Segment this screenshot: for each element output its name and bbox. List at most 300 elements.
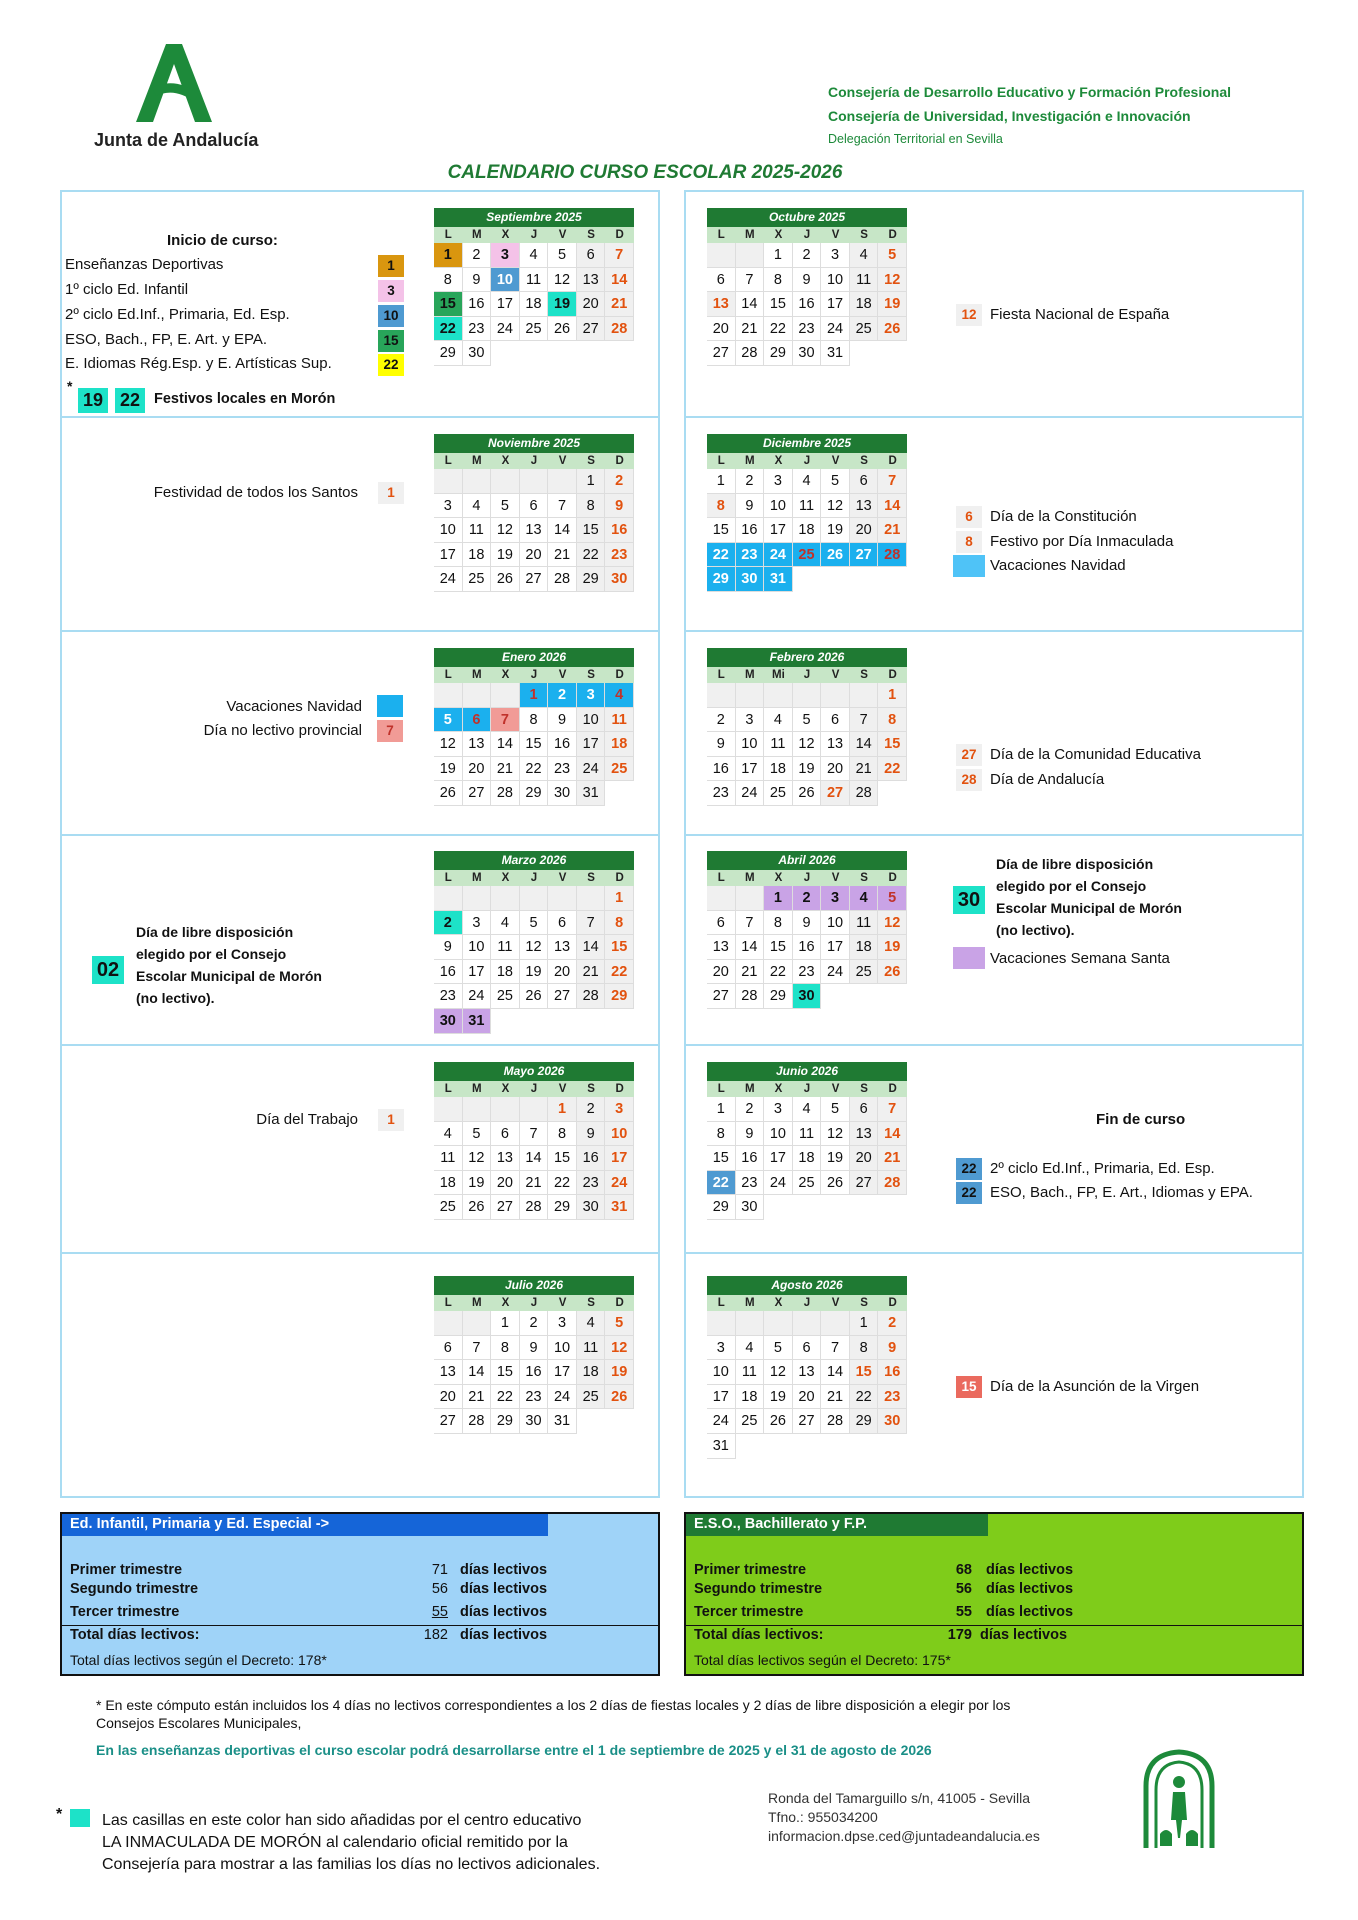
feb-note-label-1: Día de la Comunidad Educativa bbox=[990, 746, 1201, 763]
day-cell: 14 bbox=[548, 518, 577, 543]
day-cell: 23 bbox=[520, 1385, 549, 1410]
day-cell: 12 bbox=[821, 1122, 850, 1147]
calendar-abr bbox=[707, 851, 907, 1009]
day-cell: 31 bbox=[463, 1009, 492, 1034]
day-cell: 27 bbox=[577, 317, 606, 342]
day-cell: 6 bbox=[520, 494, 549, 519]
weekday-header: J bbox=[530, 1297, 538, 1309]
day-cell: 28 bbox=[821, 1409, 850, 1434]
day-cell: 19 bbox=[463, 1171, 492, 1196]
day-cell: 17 bbox=[764, 518, 793, 543]
day-cell: 4 bbox=[764, 708, 793, 733]
day-cell: 21 bbox=[520, 1171, 549, 1196]
dic-note-day-1: 6 bbox=[956, 506, 982, 528]
day-cell: 16 bbox=[434, 960, 463, 985]
weekday-header: S bbox=[860, 669, 868, 681]
day-cell: 9 bbox=[577, 1122, 606, 1147]
fin-day-2: 22 bbox=[956, 1182, 982, 1204]
day-cell: 30 bbox=[878, 1409, 907, 1434]
day-cell: 14 bbox=[850, 732, 879, 757]
dic-note-label-2: Festivo por Día Inmaculada bbox=[990, 533, 1174, 550]
day-cell: 9 bbox=[463, 268, 492, 293]
weekday-header: L bbox=[444, 1083, 452, 1095]
brand-name: Junta de Andalucía bbox=[94, 130, 259, 150]
page-title: CALENDARIO CURSO ESCOLAR 2025-2026 bbox=[447, 162, 843, 183]
day-cell: 2 bbox=[463, 243, 492, 268]
day-cell: 13 bbox=[793, 1360, 822, 1385]
day-cell: 30 bbox=[605, 567, 634, 592]
inicio-item-5: E. Idiomas Rég.Esp. y E. Artísticas Sup. bbox=[65, 355, 332, 372]
may-note-label: Día del Trabajo bbox=[256, 1111, 358, 1128]
day-cell: 10 bbox=[821, 268, 850, 293]
day-cell: 8 bbox=[764, 911, 793, 936]
weekday-header: D bbox=[888, 229, 897, 241]
day-cell: 1 bbox=[434, 243, 463, 268]
day-cell: 24 bbox=[463, 984, 492, 1009]
header-line-2: Consejería de Universidad, Investigación e Innovación bbox=[828, 108, 1191, 124]
empty-cell bbox=[491, 469, 520, 494]
ago-note-label: Día de la Asunción de la Virgen bbox=[990, 1378, 1200, 1395]
feb-note-day-2: 28 bbox=[956, 769, 982, 791]
header-line-1: Consejería de Desarrollo Educativo y Formación Profesional bbox=[828, 84, 1232, 100]
day-cell: 27 bbox=[850, 543, 879, 568]
day-cell: 21 bbox=[821, 1385, 850, 1410]
day-cell: 13 bbox=[434, 1360, 463, 1385]
address-line-1: Ronda del Tamarguillo s/n, 41005 - Sevilla bbox=[768, 1790, 1031, 1806]
day-cell: 2 bbox=[793, 243, 822, 268]
day-cell: 20 bbox=[850, 518, 879, 543]
empty-cell bbox=[548, 886, 577, 911]
weekday-header: S bbox=[860, 1297, 868, 1309]
table-left-title: Ed. Infantil, Primaria y Ed. Especial -> bbox=[70, 1516, 330, 1532]
day-cell: 21 bbox=[850, 757, 879, 782]
table-right-total-label: Total días lectivos: bbox=[694, 1627, 824, 1643]
day-cell: 8 bbox=[850, 1336, 879, 1361]
day-cell: 11 bbox=[520, 268, 549, 293]
day-cell: 26 bbox=[821, 543, 850, 568]
navidad-swatch bbox=[953, 555, 985, 577]
day-cell: 26 bbox=[463, 1195, 492, 1220]
day-cell: 22 bbox=[764, 960, 793, 985]
weekday-header: D bbox=[888, 669, 897, 681]
day-cell: 23 bbox=[878, 1385, 907, 1410]
day-cell: 28 bbox=[520, 1195, 549, 1220]
day-cell: 30 bbox=[793, 984, 822, 1009]
day-cell: 9 bbox=[793, 911, 822, 936]
day-cell: 13 bbox=[850, 494, 879, 519]
day-cell: 13 bbox=[491, 1146, 520, 1171]
month-title-sep: Septiembre 2025 bbox=[434, 208, 634, 227]
day-cell: 30 bbox=[736, 1195, 765, 1220]
empty-cell bbox=[821, 683, 850, 708]
day-cell: 18 bbox=[850, 935, 879, 960]
day-cell: 23 bbox=[736, 1171, 765, 1196]
empty-cell bbox=[707, 1311, 736, 1336]
day-cell: 30 bbox=[577, 1195, 606, 1220]
day-cell: 4 bbox=[577, 1311, 606, 1336]
day-cell: 13 bbox=[707, 935, 736, 960]
weekday-header: L bbox=[444, 1297, 452, 1309]
day-cell: 28 bbox=[605, 317, 634, 342]
inicio-day-2: 3 bbox=[378, 280, 404, 302]
weekday-header: L bbox=[717, 669, 725, 681]
day-cell: 4 bbox=[850, 886, 879, 911]
calendar-ago bbox=[707, 1276, 907, 1459]
andalucia-emblem-icon bbox=[1140, 1748, 1218, 1852]
weekday-header: D bbox=[615, 229, 624, 241]
day-cell: 16 bbox=[878, 1360, 907, 1385]
day-cell: 27 bbox=[434, 1409, 463, 1434]
day-cell: 22 bbox=[491, 1385, 520, 1410]
day-cell: 31 bbox=[548, 1409, 577, 1434]
day-cell: 18 bbox=[793, 1146, 822, 1171]
empty-cell bbox=[463, 1097, 492, 1122]
footnote-2: Consejos Escolares Municipales, bbox=[96, 1715, 302, 1731]
day-cell: 1 bbox=[605, 886, 634, 911]
day-cell: 25 bbox=[764, 781, 793, 806]
day-cell: 10 bbox=[605, 1122, 634, 1147]
month-title-ago: Agosto 2026 bbox=[707, 1276, 907, 1295]
inicio-day-3: 10 bbox=[378, 305, 404, 327]
abr-note-day: 30 bbox=[953, 886, 985, 914]
day-cell: 20 bbox=[707, 317, 736, 342]
day-cell: 9 bbox=[736, 1122, 765, 1147]
day-cell: 14 bbox=[605, 268, 634, 293]
day-cell: 16 bbox=[736, 518, 765, 543]
inicio-item-4: ESO, Bach., FP, E. Art. y EPA. bbox=[65, 331, 268, 348]
weekday-header: L bbox=[444, 455, 452, 467]
day-cell: 18 bbox=[764, 757, 793, 782]
table-right-decreto: Total días lectivos según el Decreto: 175* bbox=[694, 1652, 951, 1668]
day-cell: 3 bbox=[577, 683, 606, 708]
day-cell: 26 bbox=[491, 567, 520, 592]
day-cell: 19 bbox=[821, 518, 850, 543]
day-cell: 20 bbox=[577, 292, 606, 317]
weekday-header: V bbox=[831, 669, 840, 681]
day-cell: 2 bbox=[577, 1097, 606, 1122]
calendar-jun bbox=[707, 1062, 907, 1220]
day-cell: 16 bbox=[793, 935, 822, 960]
table-right-title: E.S.O., Bachillerato y F.P. bbox=[694, 1516, 867, 1532]
day-cell: 6 bbox=[793, 1336, 822, 1361]
weekday-header: S bbox=[587, 669, 595, 681]
day-cell: 6 bbox=[707, 268, 736, 293]
day-cell: 1 bbox=[548, 1097, 577, 1122]
day-cell: 2 bbox=[707, 708, 736, 733]
table-infantil: Ed. Infantil, Primaria y Ed. Especial -> Primer trimestre Segundo trimestre Tercer trimestre 71 56 55 días lectivos días lectivos días lectivos Total días lectivos: 182 días lectivos Total días lectivos según el Decreto: 178* bbox=[60, 1512, 660, 1676]
weekday-header: S bbox=[860, 229, 868, 241]
weekday-header: X bbox=[501, 455, 510, 467]
empty-cell bbox=[491, 683, 520, 708]
day-cell: 20 bbox=[520, 543, 549, 568]
day-cell: 10 bbox=[821, 911, 850, 936]
day-cell: 16 bbox=[736, 1146, 765, 1171]
empty-cell bbox=[520, 886, 549, 911]
empty-cell bbox=[707, 243, 736, 268]
day-cell: 10 bbox=[707, 1360, 736, 1385]
day-cell: 23 bbox=[463, 317, 492, 342]
day-cell: 5 bbox=[764, 1336, 793, 1361]
day-cell: 9 bbox=[793, 268, 822, 293]
dic-note-label-1: Día de la Constitución bbox=[990, 508, 1137, 525]
day-cell: 14 bbox=[821, 1360, 850, 1385]
day-cell: 9 bbox=[548, 708, 577, 733]
day-cell: 1 bbox=[764, 243, 793, 268]
day-cell: 3 bbox=[707, 1336, 736, 1361]
day-cell: 7 bbox=[821, 1336, 850, 1361]
weekday-header: X bbox=[501, 1297, 510, 1309]
day-cell: 13 bbox=[520, 518, 549, 543]
day-cell: 12 bbox=[491, 518, 520, 543]
day-cell: 27 bbox=[491, 1195, 520, 1220]
table-left-decreto: Total días lectivos según el Decreto: 178* bbox=[70, 1652, 327, 1668]
day-cell: 17 bbox=[577, 732, 606, 757]
day-cell: 16 bbox=[463, 292, 492, 317]
oct-note-label: Fiesta Nacional de España bbox=[990, 306, 1170, 323]
table-left-total-label: Total días lectivos: bbox=[70, 1627, 200, 1643]
day-cell: 12 bbox=[793, 732, 822, 757]
day-cell: 5 bbox=[793, 708, 822, 733]
day-cell: 2 bbox=[736, 469, 765, 494]
day-cell: 17 bbox=[736, 757, 765, 782]
day-cell: 13 bbox=[577, 268, 606, 293]
nov-note-label: Festividad de todos los Santos bbox=[153, 484, 358, 501]
santa-swatch bbox=[953, 947, 985, 969]
calendar-ene bbox=[434, 648, 634, 806]
day-cell: 5 bbox=[878, 886, 907, 911]
weekday-header: M bbox=[472, 455, 482, 467]
day-cell: 17 bbox=[463, 960, 492, 985]
fin-label-2: ESO, Bach., FP, E. Art., Idiomas y EPA. bbox=[990, 1184, 1253, 1201]
empty-cell bbox=[821, 1311, 850, 1336]
day-cell: 4 bbox=[850, 243, 879, 268]
empty-cell bbox=[548, 469, 577, 494]
day-cell: 19 bbox=[821, 1146, 850, 1171]
weekday-header: X bbox=[501, 1083, 510, 1095]
local-day-22: 22 bbox=[115, 388, 145, 413]
day-cell: 25 bbox=[793, 543, 822, 568]
weekday-header: J bbox=[530, 1083, 538, 1095]
day-cell: 25 bbox=[736, 1409, 765, 1434]
day-cell: 10 bbox=[736, 732, 765, 757]
footer-star: * bbox=[56, 1806, 63, 1823]
day-cell: 17 bbox=[821, 935, 850, 960]
day-cell: 13 bbox=[548, 935, 577, 960]
day-cell: 6 bbox=[577, 243, 606, 268]
weekday-header: J bbox=[803, 669, 811, 681]
empty-cell bbox=[434, 1097, 463, 1122]
day-cell: 3 bbox=[605, 1097, 634, 1122]
day-cell: 16 bbox=[520, 1360, 549, 1385]
day-cell: 13 bbox=[850, 1122, 879, 1147]
day-cell: 8 bbox=[707, 494, 736, 519]
day-cell: 26 bbox=[520, 984, 549, 1009]
day-cell: 2 bbox=[878, 1311, 907, 1336]
day-cell: 18 bbox=[491, 960, 520, 985]
day-cell: 31 bbox=[605, 1195, 634, 1220]
weekday-header: M bbox=[472, 872, 482, 884]
month-title-abr: Abril 2026 bbox=[707, 851, 907, 870]
month-title-jun: Junio 2026 bbox=[707, 1062, 907, 1081]
day-cell: 9 bbox=[878, 1336, 907, 1361]
day-cell: 5 bbox=[821, 469, 850, 494]
day-cell: 3 bbox=[548, 1311, 577, 1336]
day-cell: 10 bbox=[434, 518, 463, 543]
day-cell: 5 bbox=[878, 243, 907, 268]
junta-logo bbox=[92, 44, 272, 156]
day-cell: 2 bbox=[548, 683, 577, 708]
day-cell: 8 bbox=[878, 708, 907, 733]
day-cell: 4 bbox=[605, 683, 634, 708]
weekday-header: J bbox=[530, 669, 538, 681]
calendar-nov bbox=[434, 434, 634, 592]
empty-cell bbox=[463, 683, 492, 708]
day-cell: 17 bbox=[548, 1360, 577, 1385]
empty-cell bbox=[434, 886, 463, 911]
weekday-header: D bbox=[615, 669, 624, 681]
weekday-header: S bbox=[860, 455, 868, 467]
nov-note-day: 1 bbox=[378, 482, 404, 504]
weekday-header: J bbox=[803, 1083, 811, 1095]
day-cell: 13 bbox=[463, 732, 492, 757]
calendar-mar bbox=[434, 851, 634, 1034]
day-cell: 19 bbox=[878, 935, 907, 960]
weekday-header: M bbox=[472, 669, 482, 681]
weekday-header: L bbox=[444, 872, 452, 884]
day-cell: 1 bbox=[577, 469, 606, 494]
day-cell: 27 bbox=[707, 341, 736, 366]
day-cell: 29 bbox=[707, 567, 736, 592]
day-cell: 14 bbox=[878, 494, 907, 519]
day-cell: 30 bbox=[548, 781, 577, 806]
empty-cell bbox=[793, 1311, 822, 1336]
day-cell: 28 bbox=[878, 543, 907, 568]
empty-cell bbox=[463, 469, 492, 494]
weekday-header: X bbox=[774, 455, 783, 467]
day-cell: 26 bbox=[878, 317, 907, 342]
day-cell: 7 bbox=[491, 708, 520, 733]
day-cell: 6 bbox=[491, 1122, 520, 1147]
mar-note-line-1: Día de libre disposición bbox=[136, 924, 294, 940]
day-cell: 5 bbox=[548, 243, 577, 268]
footnote-1: * En este cómputo están incluidos los 4 días no lectivos correspondientes a los 2 días de fiestas locales y 2 días de libre disposición a elegir por los bbox=[96, 1697, 1011, 1713]
day-cell: 22 bbox=[577, 543, 606, 568]
day-cell: 18 bbox=[605, 732, 634, 757]
day-cell: 18 bbox=[793, 518, 822, 543]
abr-note-line-1: Día de libre disposición bbox=[996, 856, 1154, 872]
day-cell: 17 bbox=[434, 543, 463, 568]
added-line-1: Las casillas en este color han sido añadidas por el centro educativo bbox=[102, 1812, 582, 1829]
day-cell: 11 bbox=[736, 1360, 765, 1385]
day-cell: 19 bbox=[793, 757, 822, 782]
day-cell: 16 bbox=[793, 292, 822, 317]
weekday-header: S bbox=[587, 872, 595, 884]
day-cell: 9 bbox=[520, 1336, 549, 1361]
day-cell: 19 bbox=[605, 1360, 634, 1385]
day-cell: 6 bbox=[821, 708, 850, 733]
day-cell: 30 bbox=[736, 567, 765, 592]
day-cell: 24 bbox=[707, 1409, 736, 1434]
day-cell: 10 bbox=[764, 1122, 793, 1147]
weekday-header: L bbox=[717, 229, 725, 241]
day-cell: 21 bbox=[736, 317, 765, 342]
day-cell: 6 bbox=[850, 1097, 879, 1122]
day-cell: 7 bbox=[463, 1336, 492, 1361]
day-cell: 31 bbox=[707, 1434, 736, 1459]
day-cell: 20 bbox=[793, 1385, 822, 1410]
day-cell: 4 bbox=[434, 1122, 463, 1147]
day-cell: 18 bbox=[850, 292, 879, 317]
weekday-header: X bbox=[774, 872, 783, 884]
day-cell: 27 bbox=[793, 1409, 822, 1434]
day-cell: 1 bbox=[520, 683, 549, 708]
mar-note-line-2: elegido por el Consejo bbox=[136, 946, 287, 962]
weekday-header: J bbox=[530, 872, 538, 884]
day-cell: 29 bbox=[707, 1195, 736, 1220]
day-cell: 24 bbox=[764, 543, 793, 568]
day-cell: 9 bbox=[707, 732, 736, 757]
mar-note-line-3: Escolar Municipal de Morón bbox=[136, 968, 322, 984]
day-cell: 25 bbox=[793, 1171, 822, 1196]
day-cell: 21 bbox=[736, 960, 765, 985]
day-cell: 15 bbox=[520, 732, 549, 757]
day-cell: 3 bbox=[764, 1097, 793, 1122]
day-cell: 27 bbox=[821, 781, 850, 806]
fin-label-1: 2º ciclo Ed.Inf., Primaria, Ed. Esp. bbox=[990, 1160, 1215, 1177]
month-title-nov: Noviembre 2025 bbox=[434, 434, 634, 453]
day-cell: 26 bbox=[605, 1385, 634, 1410]
calendar-feb bbox=[707, 648, 907, 806]
empty-cell bbox=[463, 886, 492, 911]
day-cell: 24 bbox=[605, 1171, 634, 1196]
mar-note-line-4: (no lectivo). bbox=[136, 990, 215, 1006]
day-cell: 20 bbox=[821, 757, 850, 782]
day-cell: 28 bbox=[736, 984, 765, 1009]
day-cell: 24 bbox=[491, 317, 520, 342]
day-cell: 5 bbox=[520, 911, 549, 936]
inicio-item-3: 2º ciclo Ed.Inf., Primaria, Ed. Esp. bbox=[65, 306, 290, 323]
empty-cell bbox=[577, 886, 606, 911]
day-cell: 27 bbox=[520, 567, 549, 592]
day-cell: 10 bbox=[463, 935, 492, 960]
month-title-dic: Diciembre 2025 bbox=[707, 434, 907, 453]
day-cell: 10 bbox=[548, 1336, 577, 1361]
day-cell: 24 bbox=[736, 781, 765, 806]
day-cell: 15 bbox=[548, 1146, 577, 1171]
feb-note-day-1: 27 bbox=[956, 744, 982, 766]
day-cell: 13 bbox=[821, 732, 850, 757]
weekday-header: X bbox=[774, 229, 783, 241]
empty-cell bbox=[463, 1311, 492, 1336]
day-cell: 21 bbox=[463, 1385, 492, 1410]
table-left-total-value: 182 bbox=[423, 1627, 448, 1643]
day-cell: 3 bbox=[736, 708, 765, 733]
day-cell: 26 bbox=[821, 1171, 850, 1196]
month-title-oct: Octubre 2025 bbox=[707, 208, 907, 227]
weekday-header: V bbox=[831, 1083, 840, 1095]
weekday-header: J bbox=[803, 455, 811, 467]
weekday-header: V bbox=[558, 1297, 567, 1309]
empty-cell bbox=[707, 886, 736, 911]
inicio-day-4: 15 bbox=[378, 330, 404, 352]
day-cell: 8 bbox=[764, 268, 793, 293]
weekday-header: V bbox=[558, 229, 567, 241]
day-cell: 18 bbox=[736, 1385, 765, 1410]
day-cell: 28 bbox=[463, 1409, 492, 1434]
day-cell: 30 bbox=[463, 341, 492, 366]
day-cell: 4 bbox=[491, 911, 520, 936]
weekday-header: D bbox=[888, 455, 897, 467]
